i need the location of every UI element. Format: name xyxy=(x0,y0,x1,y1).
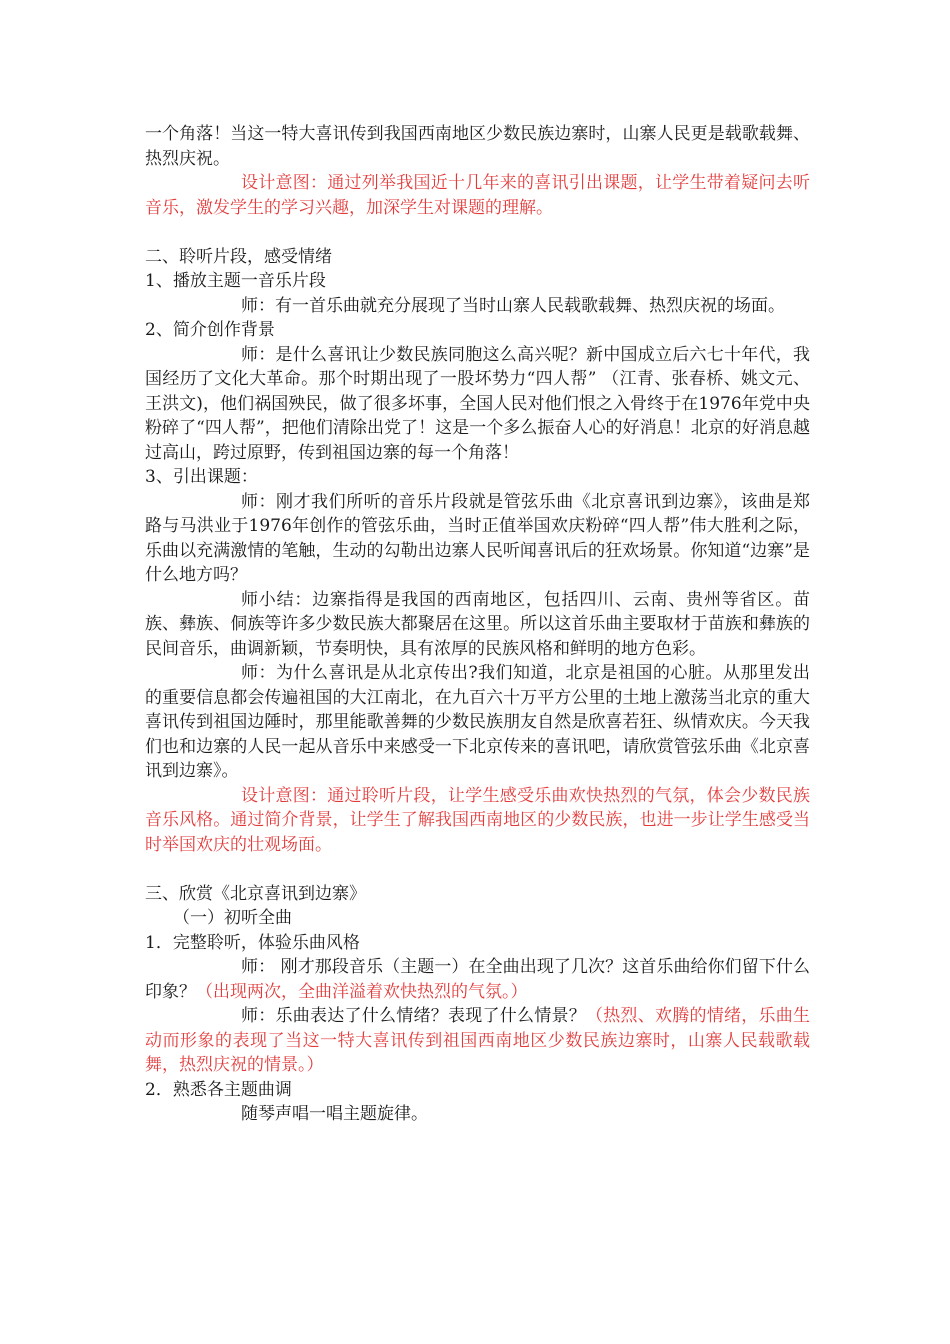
paragraph xyxy=(145,1078,810,1103)
design-intent-paragraph xyxy=(145,784,810,858)
paragraph-text: 师：有一首乐曲就充分展现了当时山寨人民载歌载舞、热烈庆祝的场面。 xyxy=(241,295,785,316)
paragraph-text: （一）初听全曲 xyxy=(173,908,292,928)
paragraph-text: 师：为什么喜讯是从北京传出?我们知道，北京是祖国的心脏。从那里发出的重要信息都会传遍祖国的大江南北，在九百六十万平方公里的土地上激荡当北京的重大喜讯传到祖国边陲时，那里能歌善舞的少数民族朋友自然是欣喜若狂、纵情欢庆。今天我们也和边寨的人民一起从音乐中来感受一下北京传来的喜讯吧，请欣赏管弦乐曲《北京喜讯到边寨》。 xyxy=(145,663,810,781)
paragraph-text: 3、引出课题： xyxy=(145,467,258,487)
paragraph-text: 2、简介创作背景 xyxy=(145,320,275,340)
answer-text: （出现两次，全曲洋溢着欢快热烈的气氛。） xyxy=(196,981,528,1002)
paragraph xyxy=(145,588,810,662)
paragraph xyxy=(145,661,810,784)
paragraph-text: 师：是什么喜讯让少数民族同胞这么高兴呢？新中国成立后六七十年代，我国经历了文化大革命。那个时期出现了一股坏势力“四人帮” （江青、张春桥、姚文元、王洪文)，他们祸国殃民，做了很多坏事，全国人民对他们恨之入骨终于在1976年党中央粉碎了“四人帮”，把他们清除出党了！这是一个多么振奋人心的好消息！北京的好消息越过高山，跨过原野，传到祖国边寨的每一个角落！ xyxy=(145,344,810,463)
paragraph xyxy=(145,906,810,931)
paragraph xyxy=(145,318,810,343)
paragraph-text: 师小结：边寨指得是我国的西南地区，包括四川、云南、贵州等省区。苗族、彝族、侗族等许多少数民族大都聚居在这里。所以这首乐曲主要取材于苗族和彝族的民间音乐，曲调新颖，节奏明快，具有浓厚的民族风格和鲜明的地方色彩。 xyxy=(145,589,810,659)
paragraph xyxy=(145,882,810,907)
document-body xyxy=(145,122,810,1127)
paragraph xyxy=(145,955,810,1004)
paragraph-text: 师：刚才我们所听的音乐片段就是管弦乐曲《北京喜讯到边寨》，该曲是郑路与马洪业于1976年创作的管弦乐曲，当时正值举国欢庆粉碎“四人帮”伟大胜利之际，乐曲以充满激情的笔触，生动的勾勒出边寨人民听闻喜讯后的狂欢场景。你知道“边寨”是什么地方吗？ xyxy=(145,491,810,585)
paragraph-text: 随琴声唱一唱主题旋律。 xyxy=(241,1104,428,1124)
paragraph xyxy=(145,269,810,294)
paragraph xyxy=(145,245,810,270)
paragraph-text: 师： 刚才那段音乐（主题一）在全曲出现了几次？这首乐曲给你们留下什么印象？ xyxy=(145,957,810,1002)
paragraph xyxy=(145,343,810,466)
paragraph-text: 2．熟悉各主题曲调 xyxy=(145,1079,292,1100)
paragraph-text: 一个角落！当这一特大喜讯传到我国西南地区少数民族边寨时，山寨人民更是载歌载舞、热烈庆祝。 xyxy=(145,124,810,169)
paragraph-text: 1、播放主题一音乐片段 xyxy=(145,271,326,291)
paragraph xyxy=(145,1102,810,1127)
paragraph-text: 设计意图：通过聆听片段，让学生感受乐曲欢快热烈的气氛，体会少数民族音乐风格。通过简介背景，让学生了解我国西南地区的少数民族，也进一步让学生感受当时举国欢庆的壮观场面。 xyxy=(145,785,810,855)
paragraph-text: 1．完整聆听，体验乐曲风格 xyxy=(145,932,360,953)
paragraph-text: 师：乐曲表达了什么情绪？表现了什么情景？ xyxy=(241,1006,586,1026)
paragraph xyxy=(145,490,810,588)
paragraph-text: 设计意图：通过列举我国近十几年来的喜讯引出课题，让学生带着疑问去听音乐，激发学生的学习兴趣，加深学生对课题的理解。 xyxy=(145,173,810,218)
paragraph xyxy=(145,1004,810,1078)
paragraph xyxy=(145,122,810,171)
paragraph xyxy=(145,294,810,319)
answer-text: （热烈、欢腾的情绪，乐曲生动而形象的表现了当这一特大喜讯传到祖国西南地区少数民族边寨时，山寨人民载歌载舞，热烈庆祝的情景。） xyxy=(145,1006,810,1075)
paragraph-text: 三、欣赏《北京喜讯到边寨》 xyxy=(145,883,366,904)
paragraph-text: 二、聆听片段，感受情绪 xyxy=(145,246,332,267)
paragraph-gap xyxy=(145,220,810,245)
design-intent-paragraph xyxy=(145,171,810,220)
paragraph xyxy=(145,465,810,490)
paragraph-gap xyxy=(145,857,810,882)
paragraph xyxy=(145,931,810,956)
